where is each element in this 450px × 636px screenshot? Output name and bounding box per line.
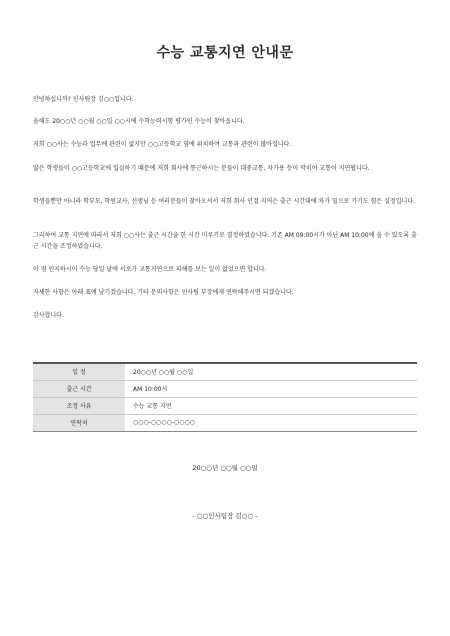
- table-value-contact: ○○○-○○○○-○○○○: [125, 414, 417, 431]
- inquiry-paragraph: 자세한 사항은 아래 표에 남기겠습니다. 기타 문의사항은 인사팀 부장에게 연락해주시면 되겠습니다.: [33, 289, 294, 296]
- document-date: 20○○년 ○○월 ○○일: [192, 464, 258, 472]
- schedule-change-paragraph: 그리하여 교통 지연에 따라서 저희 ○○사는 출근 시간을 한 시간 미루기로 결정하였습니다. 기존 AM 09:00시가 아닌 AM 10:00에 올 수 있도록 출근 시간을 조정하였습니다.: [33, 232, 417, 250]
- location-paragraph: 저희 ○○사는 수능과 업무에 관련이 없지만 ○○고등학교 옆에 위치하여 교통과 관련이 많아집니다.: [33, 141, 292, 148]
- crowd-paragraph: 학생들뿐만 아니라 학부모, 학원교사, 선생님 등 여러분들이 찾아오셔서 저희 회사 인접 지역은 출근 시간대에 차가 밀으로 가기도 힘든 실정입니다.: [33, 198, 416, 205]
- info-table: [33, 362, 417, 432]
- document-title: 수능 교통지연 안내문: [156, 45, 294, 61]
- exam-date-paragraph: 올해도 20○○년 ○○월 ○○일 ○○시에 수학능력시험 평가인 수능이 찾아옵니다.: [33, 118, 245, 125]
- signature: - ○○인사팀장 김○○ -: [192, 512, 258, 520]
- table-label-contact: 연락처: [33, 414, 125, 431]
- table-value-start-time: AM 10:00시: [125, 380, 417, 397]
- traffic-paragraph: 많은 학생들이 ○○고등학교에 입실하기 때문에 저희 회사에 통근하시는 분들이 대중교통, 자가용 등이 막히어 교통이 지연됩니다.: [33, 165, 370, 172]
- thanks-paragraph: 감사합니다.: [33, 312, 64, 319]
- table-row: [33, 397, 417, 414]
- table-value-reason: 수능 교통 지연: [125, 397, 417, 414]
- greeting-paragraph: 안녕하십니까? 인사팀장 김○○입니다.: [33, 96, 134, 103]
- table-label-schedule: 일 정: [33, 363, 125, 380]
- table-row: [33, 363, 417, 380]
- table-row: [33, 380, 417, 397]
- table-label-start-time: 출근 시간: [33, 380, 125, 397]
- notice-paragraph: 이 점 인지하시어 수능 당일 날에 서로가 교통지연으로 피해를 보는 일이 없었으면 합니다.: [33, 266, 267, 273]
- table-row: [33, 414, 417, 431]
- table-label-reason: 조정 사유: [33, 397, 125, 414]
- table-value-schedule: 20○○년 ○○월 ○○일: [125, 363, 417, 380]
